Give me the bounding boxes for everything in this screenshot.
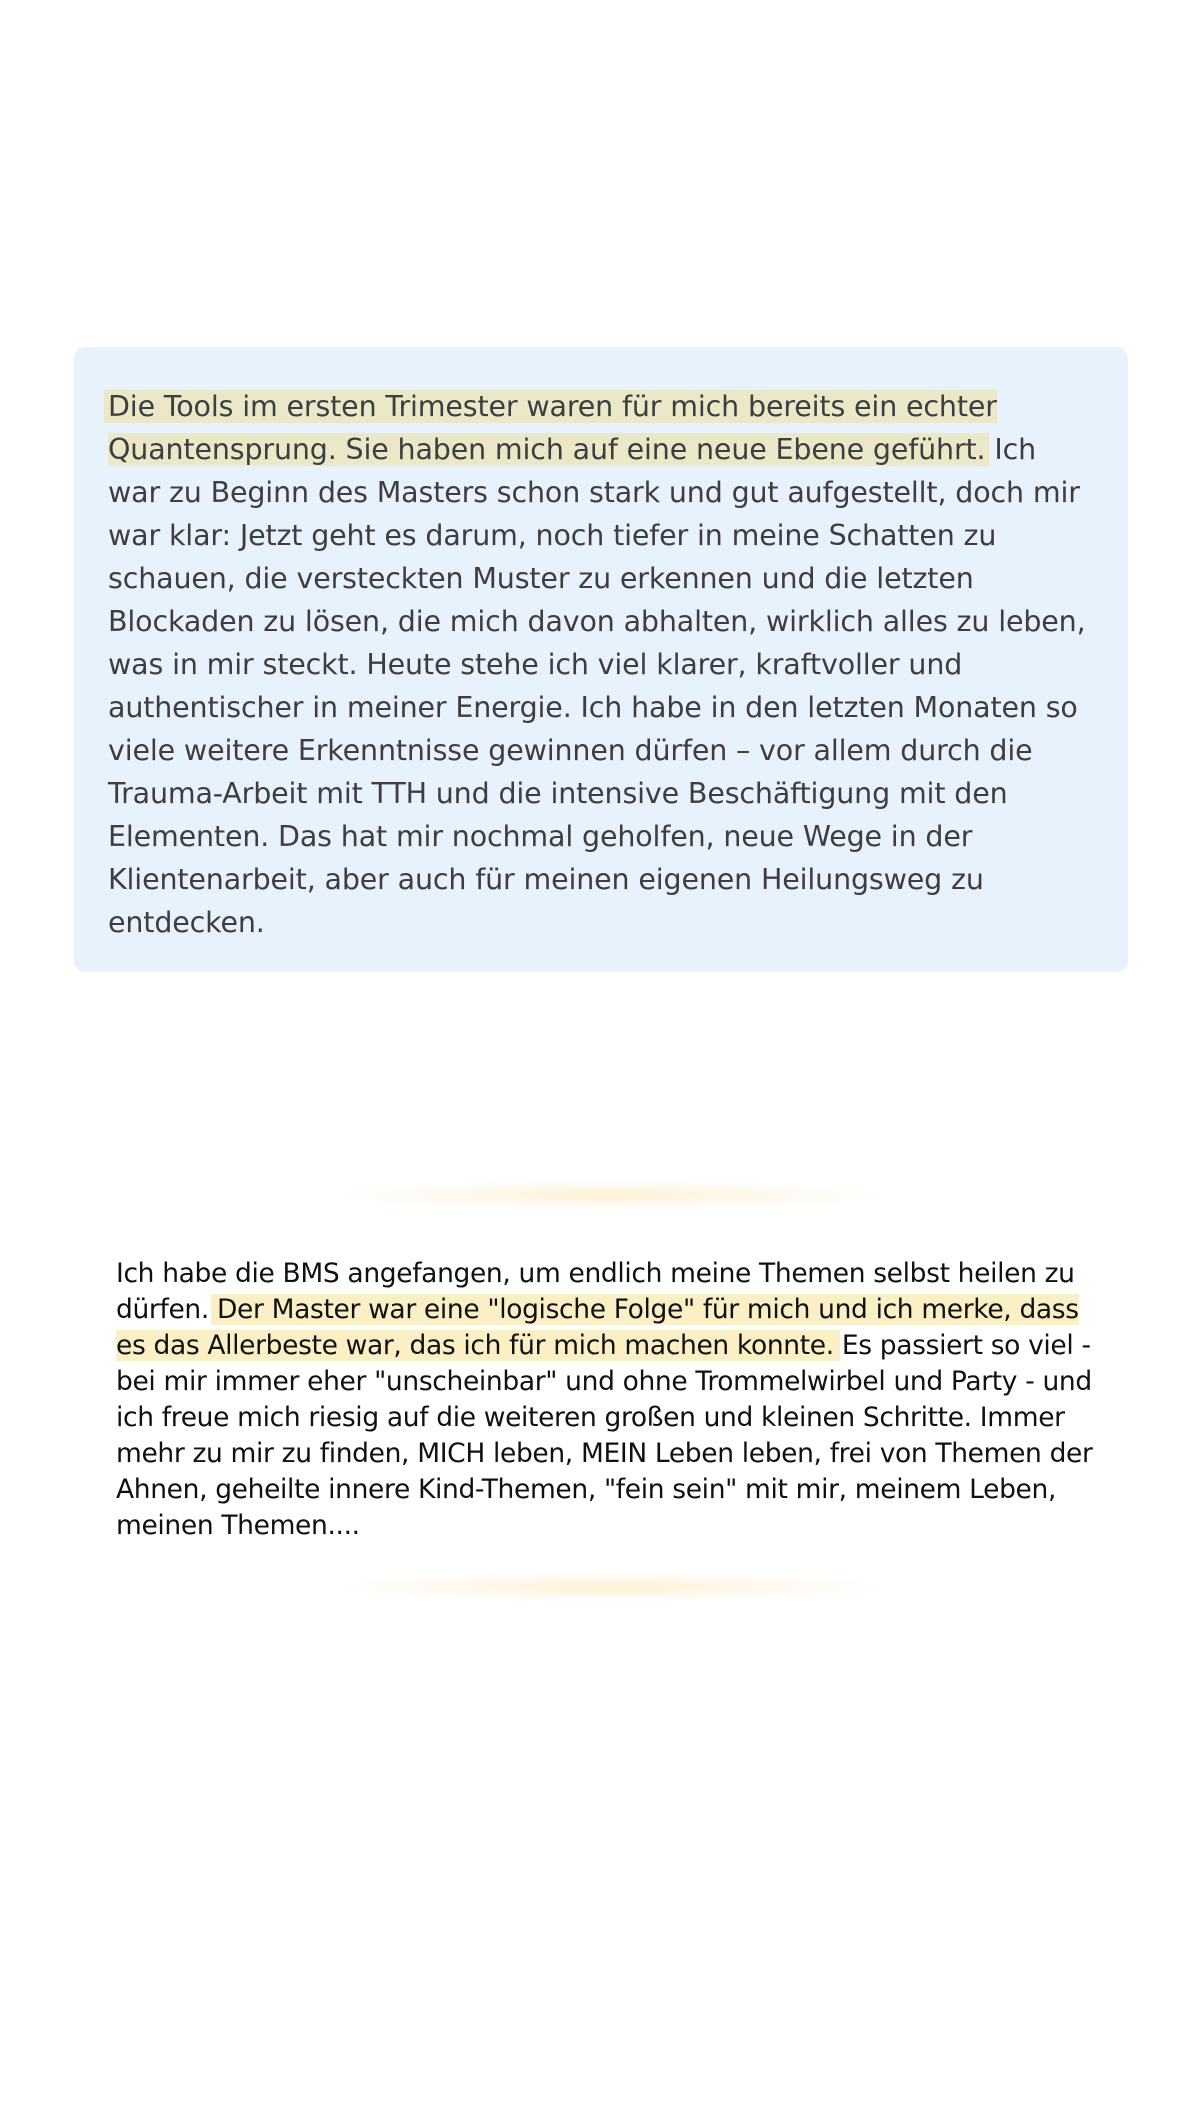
testimonial-quote-text [116,1256,1096,1544]
decorative-glow-top [340,1180,880,1210]
testimonial-card-highlight: Die Tools im ersten Trimester waren für mich bereits ein echter Quantensprung. Sie haben mich auf eine neue Ebene geführt. [108,390,997,466]
testimonial-quote-intro: Ich habe die BMS angefangen, um endlich meine Themen selbst heilen zu dürfen. [116,1258,1075,1325]
testimonial-card [74,347,1128,972]
testimonial-card-body: Ich war zu Beginn des Masters schon stark und gut aufgestellt, doch mir war klar: Jetzt geht es darum, noch tiefer in meine Schatten zu schauen, die versteckten Muster zu erkennen und die letzten Blockaden zu lösen, die mich davon abhalten, wirklich alles zu leben, was in mir steckt. Heute stehe ich viel klarer, kraftvoller und authentischer in meiner Energie. Ich habe in den letzten Monaten so viele weitere Erkenntnisse gewinnen dürfen – vor allem durch die Trauma-Arbeit mit TTH und die intensive Beschäftigung mit den Elementen. Das hat mir nochmal geholfen, neue Wege in der Klientenarbeit, aber auch für meinen eigenen Heilungsweg zu entdecken. [108,433,1086,939]
testimonial-card-text [108,385,1092,944]
testimonial-quote-highlight: Der Master war eine "logische Folge" für mich und ich merke, dass es das Allerbeste war, das ich für mich machen konnte. [116,1294,1079,1361]
testimonial-quote-outro: Es passiert so viel - bei mir immer eher "unscheinbar" und ohne Trommelwirbel und Party - und ich freue mich riesig auf die weiteren großen und kleinen Schritte. Immer mehr zu mir zu finden, MICH leben, MEIN Leben leben, frei von Themen der Ahnen, geheilte innere Kind-Themen, "fein sein" mit mir, meinem Leben, meinen Themen.... [116,1330,1093,1541]
decorative-glow-bottom [340,1572,880,1602]
testimonial-quote [116,1256,1096,1544]
